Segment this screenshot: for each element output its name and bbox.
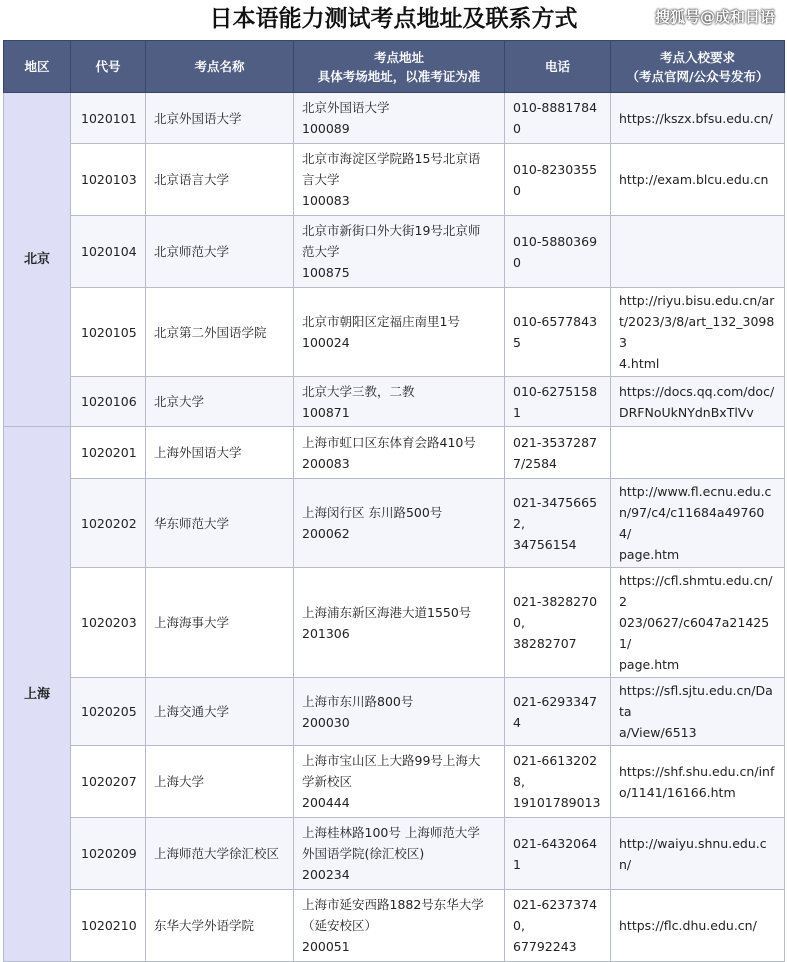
address-line: 上海市虹口区东体育会路410号	[302, 434, 476, 450]
address-line: 北京市新街口外大街19号北京师	[302, 223, 481, 238]
address-line: 范大学	[302, 244, 340, 259]
site-address	[294, 746, 505, 818]
site-name: 上海海事大学	[146, 568, 294, 678]
site-name: 东华大学外语学院	[146, 890, 294, 962]
site-name: 上海师范大学徐汇校区	[146, 818, 294, 890]
address-line: 200030	[302, 714, 350, 730]
site-name: 北京外国语大学	[146, 93, 294, 144]
url-line: http://riyu.bisu.edu.cn/ar	[619, 293, 775, 308]
header-code: 代号	[71, 41, 146, 93]
phone-line: 7/2584	[513, 455, 557, 471]
header-row	[4, 41, 785, 93]
address-line: 200444	[302, 795, 350, 810]
site-phone	[505, 288, 611, 377]
site-address	[294, 568, 505, 678]
table-body	[4, 93, 785, 962]
phone-line: 010-88817840	[513, 100, 598, 136]
table-row	[4, 890, 785, 962]
address-line: 上海闵行区 东川路500号	[302, 505, 443, 520]
site-phone	[505, 818, 611, 890]
phone-line: 021-62933474	[513, 693, 598, 730]
url-line: page.htm	[619, 547, 680, 562]
address-line: 北京外国语大学	[302, 100, 390, 115]
site-requirement-url	[611, 427, 785, 479]
url-line: page.htm	[619, 657, 680, 672]
phone-line: 021-3537287	[513, 434, 598, 450]
site-requirement-url	[611, 288, 785, 377]
page-title: 日本语能力测试考点地址及联系方式	[209, 5, 578, 32]
address-line: 上海浦东新区海港大道1550号	[302, 604, 472, 620]
url-line: 4.html	[619, 356, 660, 371]
header-address	[294, 41, 505, 93]
header-address-line2: 具体考场地址，以准考证为准	[317, 68, 481, 84]
site-phone	[505, 479, 611, 568]
site-address	[294, 377, 505, 427]
url-line: https://cfl.shmtu.edu.cn/2	[619, 573, 773, 609]
url-line: a/View/6513	[619, 725, 697, 740]
site-address	[294, 144, 505, 216]
url-line: n/97/c4/c11684a497604/	[619, 505, 765, 541]
site-address	[294, 818, 505, 890]
header-region: 地区	[4, 41, 71, 93]
site-requirement-url	[611, 678, 785, 746]
watermark: 搜狐号@成和日语	[654, 8, 775, 26]
site-name: 上海交通大学	[146, 678, 294, 746]
address-line: 学新校区	[302, 774, 353, 789]
url-line: https://kszx.bfsu.edu.cn/	[619, 110, 773, 126]
table-row	[4, 568, 785, 678]
site-phone	[505, 890, 611, 962]
site-requirement-url	[611, 93, 785, 144]
site-requirement-url	[611, 568, 785, 678]
region-cell: 上海	[4, 427, 71, 962]
address-line: 北京市朝阳区定福庄南里1号	[302, 314, 460, 329]
header-requirement-line2: （考点官网/公众号发布）	[626, 68, 769, 84]
address-line: 100083	[302, 193, 350, 208]
site-code: 1020104	[71, 216, 146, 288]
site-phone	[505, 678, 611, 746]
site-address	[294, 216, 505, 288]
phone-line: 010-58803690	[513, 233, 598, 270]
address-line: 言大学	[302, 172, 340, 187]
header-address-line1: 考点地址	[373, 49, 424, 65]
site-address	[294, 288, 505, 377]
site-name: 华东师范大学	[146, 479, 294, 568]
phone-line: 021-64320641	[513, 835, 598, 872]
url-line: o/1141/16166.htm	[619, 784, 736, 800]
site-requirement-url	[611, 144, 785, 216]
table-row	[4, 377, 785, 427]
phone-line: 021-34756652,	[513, 494, 598, 531]
phone-line: 021-38282700,	[513, 594, 598, 630]
address-line: 上海市东川路800号	[302, 693, 414, 709]
site-phone	[505, 427, 611, 479]
site-code: 1020103	[71, 144, 146, 216]
site-requirement-url	[611, 818, 785, 890]
table-row	[4, 746, 785, 818]
phone-line: 010-82303550	[513, 161, 598, 198]
region-cell: 北京	[4, 93, 71, 427]
site-code: 1020210	[71, 890, 146, 962]
header-requirement-line1: 考点入校要求	[659, 49, 735, 65]
phone-line: 19101789013	[513, 795, 601, 810]
site-code: 1020101	[71, 93, 146, 144]
site-requirement-url	[611, 377, 785, 427]
site-code: 1020201	[71, 427, 146, 479]
site-phone	[505, 568, 611, 678]
site-name: 北京第二外国语学院	[146, 288, 294, 377]
site-phone	[505, 377, 611, 427]
url-line: https://docs.qq.com/doc/	[619, 383, 775, 399]
address-line: 外国语学院(徐汇校区)	[302, 846, 425, 861]
site-code: 1020203	[71, 568, 146, 678]
site-requirement-url	[611, 216, 785, 288]
table-row	[4, 427, 785, 479]
site-requirement-url	[611, 890, 785, 962]
table-row	[4, 479, 785, 568]
url-line: https://flc.dhu.edu.cn/	[619, 918, 757, 933]
address-line: 200083	[302, 455, 350, 471]
address-line: 100089	[302, 121, 350, 136]
site-name: 上海外国语大学	[146, 427, 294, 479]
url-line: t/2023/3/8/art_132_30983	[619, 314, 775, 350]
header-name: 考点名称	[146, 41, 294, 93]
url-line: https://sfl.sjtu.edu.cn/Data	[619, 683, 773, 719]
table-row	[4, 678, 785, 746]
site-phone	[505, 93, 611, 144]
url-line: http://waiyu.shnu.edu.cn/	[619, 835, 767, 872]
site-code: 1020207	[71, 746, 146, 818]
site-requirement-url	[611, 746, 785, 818]
header-phone: 电话	[505, 41, 611, 93]
phone-line: 021-66132028,	[513, 753, 598, 789]
url-line: DRFNoUkNYdnBxTlVv	[619, 404, 754, 420]
address-line: 200234	[302, 867, 350, 882]
address-line: 100024	[302, 335, 350, 350]
address-line: 北京大学三教，二教	[302, 383, 415, 399]
phone-line: 34756154	[513, 536, 577, 552]
site-phone	[505, 216, 611, 288]
site-phone	[505, 746, 611, 818]
table-row	[4, 144, 785, 216]
phone-line: 010-65778435	[513, 314, 598, 350]
url-line: http://exam.blcu.edu.cn	[619, 172, 769, 187]
address-line: 上海桂林路100号 上海师范大学	[302, 825, 480, 840]
url-line: 023/0627/c6047a214251/	[619, 615, 770, 651]
table-row	[4, 288, 785, 377]
phone-line: 010-62751581	[513, 383, 598, 420]
site-address	[294, 93, 505, 144]
site-name: 北京大学	[146, 377, 294, 427]
address-line: （延安校区）	[302, 918, 378, 933]
site-name: 上海大学	[146, 746, 294, 818]
table-row	[4, 818, 785, 890]
phone-line: 38282707	[513, 636, 577, 651]
header-requirement	[611, 41, 785, 93]
site-code: 1020105	[71, 288, 146, 377]
site-address	[294, 479, 505, 568]
address-line: 100875	[302, 265, 350, 280]
site-code: 1020205	[71, 678, 146, 746]
site-code: 1020209	[71, 818, 146, 890]
site-name: 北京语言大学	[146, 144, 294, 216]
site-name: 北京师范大学	[146, 216, 294, 288]
address-line: 100871	[302, 404, 350, 420]
phone-line: 67792243	[513, 939, 577, 954]
address-line: 200051	[302, 939, 350, 954]
site-code: 1020106	[71, 377, 146, 427]
address-line: 上海市延安西路1882号东华大学	[302, 897, 484, 912]
table-row	[4, 216, 785, 288]
url-line: https://shf.shu.edu.cn/inf	[619, 763, 775, 779]
site-address	[294, 427, 505, 479]
exam-sites-table	[3, 40, 785, 962]
site-phone	[505, 144, 611, 216]
address-line: 北京市海淀区学院路15号北京语	[302, 151, 481, 166]
table-row	[4, 93, 785, 144]
url-line: http://www.fl.ecnu.edu.c	[619, 484, 772, 499]
address-line: 201306	[302, 625, 350, 641]
address-line: 200062	[302, 526, 350, 541]
address-line: 上海市宝山区上大路99号上海大	[302, 753, 481, 768]
site-address	[294, 678, 505, 746]
site-address	[294, 890, 505, 962]
site-requirement-url	[611, 479, 785, 568]
phone-line: 021-62373740,	[513, 897, 598, 933]
site-code: 1020202	[71, 479, 146, 568]
